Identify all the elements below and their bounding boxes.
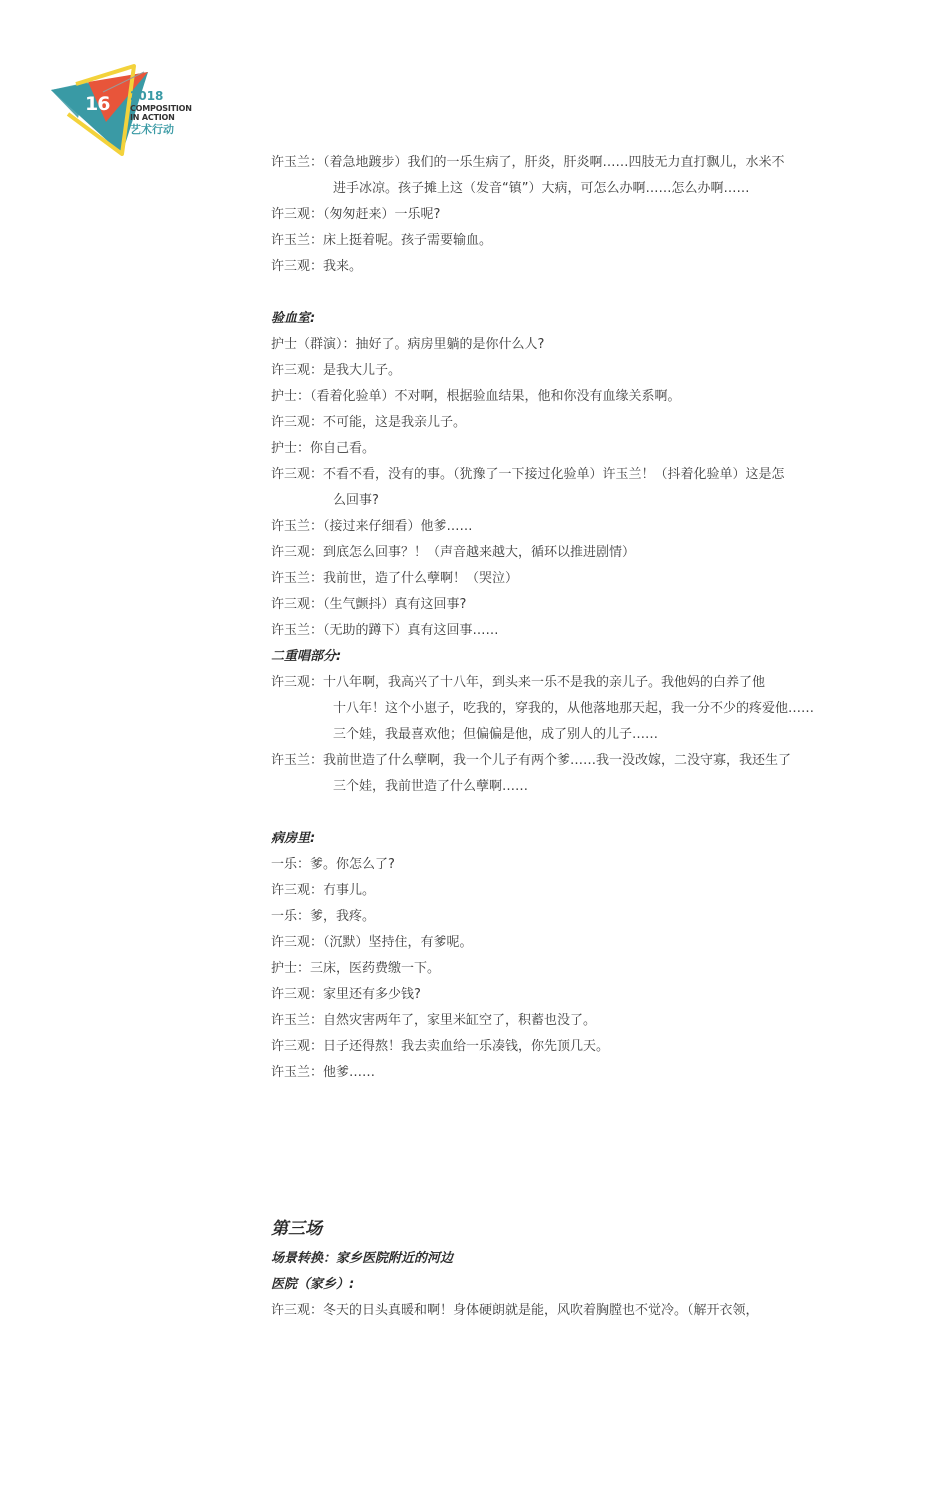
dialogue-line: 许三观：（生气颤抖）真有这回事? xyxy=(271,597,467,612)
logo xyxy=(48,62,198,162)
dialogue-continuation: 三个娃，我前世造了什么孽啊…… xyxy=(333,779,529,794)
dialogue-continuation: 十八年！这个小崽子，吃我的，穿我的，从他落地那天起，我一分不少的疼爱他…… xyxy=(333,701,815,716)
dialogue-line: 许三观：是我大儿子。 xyxy=(271,363,402,378)
dialogue-line: 一乐：爹，我疼。 xyxy=(271,909,376,924)
dialogue-line: 护士：你自己看。 xyxy=(271,441,376,456)
dialogue-line: 护士：三床，医药费缴一下。 xyxy=(271,961,441,976)
dialogue-line: 许玉兰：自然灾害两年了，家里米缸空了，积蓄也没了。 xyxy=(271,1013,597,1028)
dialogue-line: 许三观：冇事儿。 xyxy=(271,883,376,898)
dialogue-line: 许三观：日子还得熬！我去卖血给一乐凑钱，你先顶几天。 xyxy=(271,1039,610,1054)
dialogue-line: 许玉兰：（无助的蹲下）真有这回事…… xyxy=(271,623,499,638)
dialogue-line: 许玉兰：我前世造了什么孽啊，我一个儿子有两个爹……我一没改嫁，二没守寡，我还生了 xyxy=(271,753,792,768)
dialogue-line: 许玉兰：（着急地踱步）我们的一乐生病了，肝炎，肝炎啊……四肢无力直打飘儿，水米不 xyxy=(271,155,785,170)
logo-chinese-title: 艺术行动 xyxy=(130,123,174,136)
scene-transition-heading: 场景转换：家乡医院附近的河边 xyxy=(271,1251,454,1266)
dialogue-line: 许玉兰：我前世，造了什么孽啊！（哭泣） xyxy=(271,571,519,586)
dialogue-line: 护士：（看着化验单）不对啊，根据验血结果，他和你没有血缘关系啊。 xyxy=(271,389,681,404)
dialogue-line: 许三观：家里还有多少钱? xyxy=(271,987,421,1002)
dialogue-line: 许玉兰：他爹…… xyxy=(271,1065,376,1080)
dialogue-line: 许三观：十八年啊，我高兴了十八年，到头来一乐不是我的亲儿子。我他妈的白养了他 xyxy=(271,675,766,690)
logo-line-in-action: IN ACTION xyxy=(130,113,175,122)
dialogue-line: 许三观：（匆匆赶来）一乐呢? xyxy=(271,207,441,222)
act-title: 第三场 xyxy=(271,1219,322,1239)
dialogue-line: 许三观：我来。 xyxy=(271,259,363,274)
dialogue-line: 许玉兰：床上挺着呢。孩子需要输血。 xyxy=(271,233,493,248)
page-number: 16 xyxy=(85,93,110,115)
dialogue-line: 许三观：到底怎么回事？！（声音越来越大，循环以推进剧情） xyxy=(271,545,636,560)
dialogue-line: 许玉兰：（接过来仔细看）他爹…… xyxy=(271,519,473,534)
logo-line-composition: COMPOSITION xyxy=(130,104,192,113)
dialogue-line: 护士（群演）：抽好了。病房里躺的是你什么人? xyxy=(271,337,545,352)
scene-heading: 验血室: xyxy=(271,311,316,326)
section-heading: 二重唱部分: xyxy=(271,649,342,664)
dialogue-line: 许三观：不可能，这是我亲儿子。 xyxy=(271,415,467,430)
dialogue-line: 许三观：（沉默）坚持住，有爹呢。 xyxy=(271,935,473,950)
logo-year: 2018 xyxy=(130,89,164,103)
dialogue-line: 许三观：冬天的日头真暖和啊！身体硬朗就是能，风吹着胸膛也不觉冷。（解开衣领， xyxy=(271,1303,759,1318)
dialogue-continuation: 三个娃，我最喜欢他；但偏偏是他，成了别人的儿子…… xyxy=(333,727,659,742)
dialogue-continuation: 进手冰凉。孩子摊上这（发音“镇”）大病，可怎么办啊……怎么办啊…… xyxy=(333,181,750,196)
dialogue-line: 许三观：不看不看，没有的事。（犹豫了一下接过化验单）许玉兰！（抖着化验单）这是怎 xyxy=(271,467,785,482)
dialogue-line: 一乐：爹。你怎么了? xyxy=(271,857,395,872)
scene-heading: 病房里: xyxy=(271,831,316,846)
dialogue-continuation: 么回事? xyxy=(333,493,379,508)
scene-heading: 医院（家乡）: xyxy=(271,1277,355,1292)
